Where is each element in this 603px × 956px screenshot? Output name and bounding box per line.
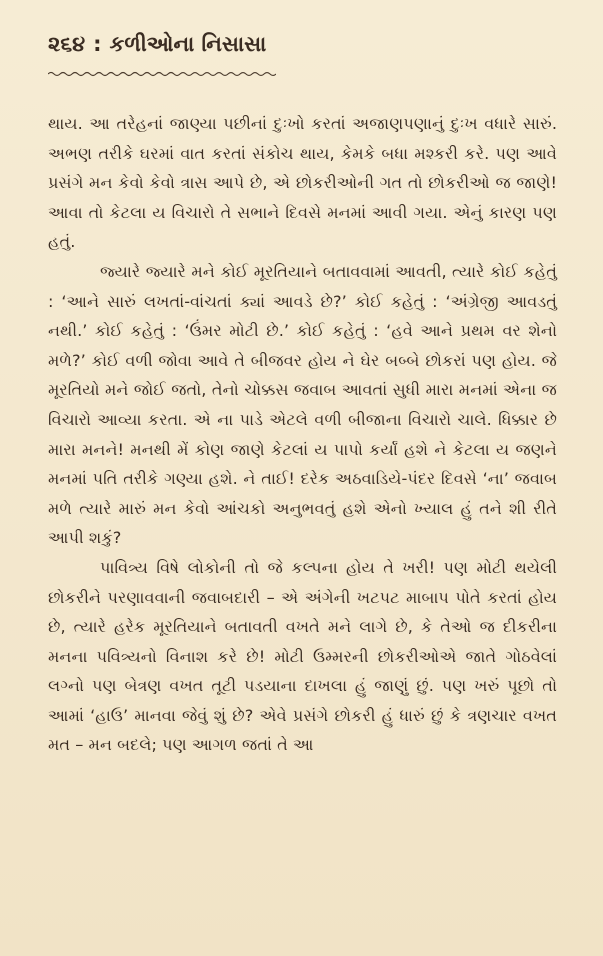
header-separator: : bbox=[93, 32, 102, 56]
chapter-title: કળીઓના નિસાસા bbox=[109, 32, 267, 56]
paragraph-3: પાવિત્ર્ય વિષે લોકોની તો જે કલ્પના હોય તે ખરી! પણ મોટી થયેલી છોકરીને પરણાવવાની જવાબદારી – એ અંગેની ખટપટ માબાપ પોતે કરતાં હોય છે, ત્યારે હરેક મૂરતિયાને બતાવતી વખતે મને લાગે છે, કે તેઓ જ દીકરીના મનના પવિત્ર્યનો વિનાશ કરે છે! મોટી ઉમ્મરની છોકરીઓએ જાતે ગોઠવેલાં લગ્નો પણ બેત્રણ વખત તૂટી પડયાના દાખલા હું જાણું છું. પણ ખરું પૂછો તો આમાં ‘હાઉ’ માનવા જેવું શું છે? એવે પ્રસંગે છોકરી હું ધારું છું કે ત્રણચાર વખત મત – મન બદલે; પણ આગળ જતાં તે આ bbox=[48, 557, 557, 755]
paragraph-2: જ્યારે જ્યારે મને કોઈ મૂરતિયાને બતાવવામાં આવતી, ત્યારે કોઈ કહેતું : ‘આને સારું લખતાં-વાંચતાં ક્યાં આવડે છે?’ કોઈ કહેતું : ‘અંગ્રેજી આવડતું નથી.’ કોઈ કહેતું : ‘ઉંમર મોટી છે.’ કોઈ કહેતું : ‘હવે આને પ્રથમ વર શેનો મળે?’ કોઈ વળી જોવા આવે તે બીજવર હોય ને ઘેર બબ્બે છોકરાં પણ હોય. જે મૂરતિયો મને જોઈ જતો, તેનો ચોક્કસ જવાબ આવતાં સુધી મારા મનમાં એના જ વિચારો આવ્યા કરતા. એ ના પાડે એટલે વળી બીજાના વિચારો ચાલે. ધિક્કાર છે મારા મનને! મનથી મેં કોણ જાણે કેટલાં ય પાપો કર્યાં હશે ને કેટલા ય જણને મનમાં પતિ તરીકે ગણ્યા હશે. ને તાઈ! દરેક અઠવાડિયે-પંદર દિવસે ‘ના’ જવાબ મળે ત્યારે મારું મન કેવો આંચકો અનુભવતું હશે એનો ખ્યાલ હું તને શી રીતે આપી શકું? bbox=[48, 261, 557, 548]
decorative-wavy-rule bbox=[48, 71, 276, 77]
paragraph-1: થાય. આ તરેહનાં જાણ્યા પછીનાં દુઃખો કરતાં અજાણપણાનું દુઃખ વધારે સારું. અભણ તરીકે ઘરમાં વાત કરતાં સંકોચ થાય, કેમકે બધા મશ્કરી કરે. પણ આવે પ્રસંગે મન કેવો કેવો ત્રાસ આપે છે, એ છોકરીઓની ગત તો છોકરીઓ જ જાણે! આવા તો કેટલા ય વિચારો તે સભાને દિવસે મનમાં આવી ગયા. એનું કારણ પણ હતું. bbox=[48, 114, 557, 252]
page-header bbox=[48, 32, 557, 62]
page-number: ૨૬૪ bbox=[48, 32, 86, 56]
page-body bbox=[48, 109, 557, 760]
